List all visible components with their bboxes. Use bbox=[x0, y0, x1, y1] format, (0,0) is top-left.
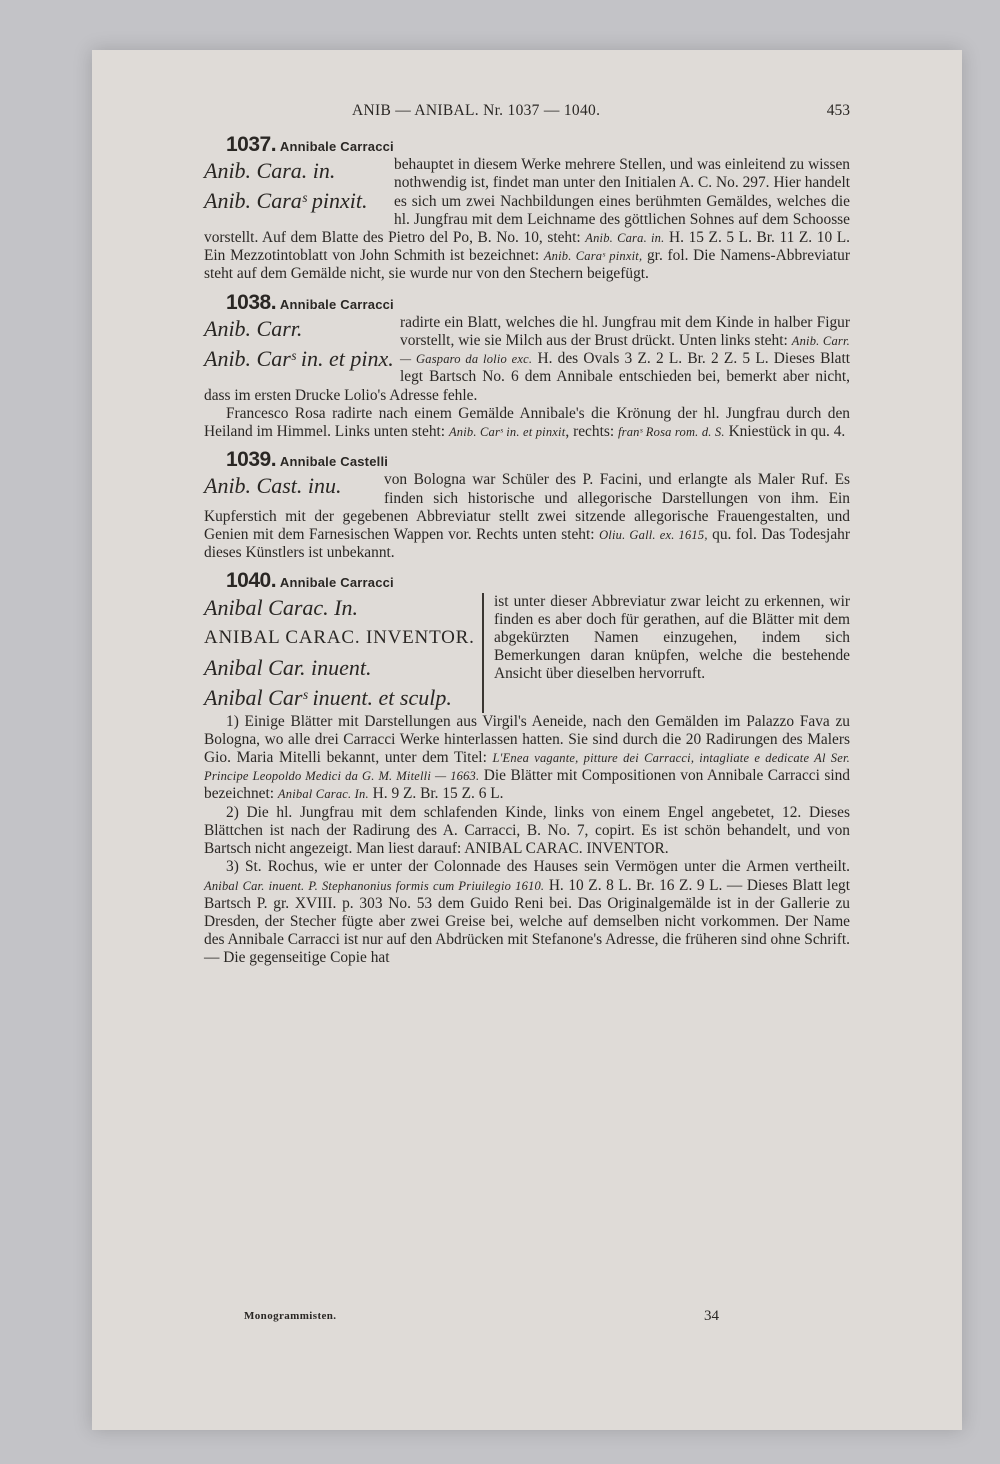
monogram: ANIBAL CARAC. INVENTOR. bbox=[204, 626, 475, 648]
entry-number: 1038. bbox=[226, 290, 277, 314]
entry-1039 bbox=[204, 448, 850, 562]
monogram-list bbox=[204, 593, 484, 713]
inscription: Oliu. Gall. ex. 1615, bbox=[599, 528, 708, 543]
entry-text: von Bologna war Schüler des P. Facini, und erlangte als Maler Ruf. Es finden sich historische und allegorische Darstellungen von ihm. Ein Kupferstich mit der gegebenen Abbreviatur stellt zwei sitzende allegorische Frauengestalten, und Genien mit dem Farnesischen Wappen vor. Rechts unten steht: Oliu. Gall. ex. 1615, qu. fol. Das Todesjahr dieses Künstlers ist unbekannt. bbox=[204, 471, 850, 562]
monogram: Anibal Car. inuent. bbox=[204, 654, 372, 680]
page-footer bbox=[244, 1308, 850, 1328]
monogram: Anib. Carˢ in. et pinx. bbox=[204, 345, 394, 371]
inscription: Anib. Caraˢ pinxit, bbox=[543, 249, 643, 264]
entry-text: ist unter dieser Abbreviatur zwar leicht zu erkennen, wir finden es aber doch für gerathen, auf die Blätter mit dem abgekürzten Namen einzugehen, indem sich Bemerkungen daran knüpfen, welche die bestehende Ansicht über dieselben hervorruft. bbox=[494, 592, 850, 683]
signature-mark: Monogrammisten. bbox=[244, 1310, 337, 1322]
entry-number: 1040. bbox=[226, 569, 277, 593]
entry-text: radirte ein Blatt, welches die hl. Jungfrau mit dem Kinde in halber Figur vorstellt, wie sie Milch aus der Brust drückt. Unten links steht: Anib. Carr. — Gasparo da lolio exc. H. des Ovals 3 Z. 2 L. Br. 2 Z. 5 L. Dieses Blatt legt Bartsch No. 6 dem Annibale entschieden bei, bemerkt aber nicht, dass im ersten Drucke Lolio's Adresse fehle. bbox=[204, 313, 850, 404]
entry-number: 1039. bbox=[226, 448, 277, 472]
inscription: Anibal Car. inuent. P. Stephanonius formis cum Priuilegio 1610. bbox=[204, 878, 545, 893]
entry-1038 bbox=[204, 290, 850, 442]
inscription: Anibal Carac. In. bbox=[277, 787, 369, 802]
monogram: Anibal Carac. In. bbox=[204, 594, 358, 620]
page-number: 453 bbox=[826, 102, 850, 119]
monogram: Anib. Caraˢ pinxit. bbox=[204, 188, 368, 214]
monogram-list bbox=[204, 471, 374, 501]
entry-text: behauptet in diesem Werke mehrere Stellen, und was einleitend zu wissen nothwendig ist, findet man unter den Initialen A. C. No. 297. Hier handelt es sich um zwei Nachbildungen eines berühmten Gemäldes, welches die hl. Jungfrau mit dem Leichname des göttlichen Sohnes auf dem Schoosse vorstellt. Auf dem Blatte des Pietro del Po, B. No. 10, steht: Anib. Cara. in. H. 15 Z. 5 L. Br. 11 Z. 10 L. Ein Mezzotintoblatt von John Schmith ist bezeichnet: Anib. Caraˢ pinxit, gr. fol. Die Namens-Abbreviatur steht auf dem Gemälde nicht, sie wurde nur von den Stechern beigefügt. bbox=[204, 156, 851, 283]
artist-name: Annibale Carracci bbox=[279, 139, 394, 154]
inscription: franˢ Rosa rom. d. S. bbox=[617, 425, 725, 440]
inscription: Anib. Cara. in. bbox=[585, 231, 665, 246]
running-title: ANIB — ANIBAL. Nr. 1037 — 1040. bbox=[352, 102, 601, 119]
inscription: L'Enea vagante, pitture dei Carracci, intagliate e dedicate Al Ser. Principe Leopoldo Medici da G. M. Mitelli — 1663. bbox=[204, 751, 851, 784]
monogram: Anib. Carr. bbox=[204, 315, 303, 341]
monogram: Anib. Cast. inu. bbox=[204, 473, 342, 499]
monogram: Anibal Carˢ inuent. et sculp. bbox=[204, 684, 452, 710]
entry-1037 bbox=[204, 133, 851, 284]
list-item: 3) St. Rochus, wie er unter der Colonnade des Hauses sein Vermögen unter die Armen vertheilt. Anibal Car. inuent. P. Stephanonius formis cum Priuilegio 1610. H. 10 Z. 8 L. Br. 16 Z. 9 L. — Dieses Blatt legt Bartsch P. gr. XVIII. p. 303 No. 53 dem Guido Reni bei. Das Originalgemälde ist in der Gallerie zu Dresden, der Stecher fügte aber zwei Greise bei, welche auf demselben nicht vorkommen. Der Name des Annibale Carracci ist nur auf den Abdrücken mit Stefanone's Adresse, die früheren sind ohne Schrift. — Die gegenseitige Copie hat bbox=[204, 858, 851, 967]
entry-1040 bbox=[204, 569, 851, 967]
inscription: Anib. Carˢ in. et pinxit bbox=[448, 425, 566, 440]
artist-name: Annibale Carracci bbox=[279, 575, 394, 591]
list-item: 2) Die hl. Jungfrau mit dem schlafenden Kinde, links von einem Engel angebetet, 12. Dieses Blättchen ist nach der Radirung des A. Carracci, B. No. 7, copirt. Es ist schön behandelt, und von Bartsch nicht angezeigt. Man liest darauf: ANIBAL CARAC. INVENTOR. bbox=[204, 803, 850, 858]
inscription: Anib. Carr. — Gasparo da lolio exc. bbox=[400, 334, 850, 367]
artist-name: Annibale Carracci bbox=[279, 296, 394, 312]
running-header bbox=[204, 102, 850, 126]
artist-name: Annibale Castelli bbox=[279, 454, 389, 470]
monogram: Anib. Cara. in. bbox=[204, 158, 336, 184]
list-item: 1) Einige Blätter mit Darstellungen aus Virgil's Aeneide, nach den Gemälden im Palazzo Fava zu Bologna, wo alle drei Carracci Werke hinterlassen hatten. Sie sind durch die 20 Radirungen des Malers Gio. Maria Mitelli bekannt, unter dem Titel: L'Enea vagante, pitture dei Carracci, intagliate e dedicate Al Ser. Principe Leopoldo Medici da G. M. Mitelli — 1663. Die Blätter mit Compositionen von Annibale Carracci sind bezeichnet: Anibal Carac. In. H. 9 Z. Br. 15 Z. 6 L. bbox=[204, 712, 851, 803]
sheet-number: 34 bbox=[704, 1308, 719, 1324]
page-text bbox=[204, 102, 850, 968]
entry-number: 1037. bbox=[226, 133, 277, 156]
monogram-list bbox=[204, 314, 394, 374]
monogram-list bbox=[204, 156, 384, 216]
entry-paragraph: Francesco Rosa radirte nach einem Gemälde Annibale's die Krönung der hl. Jungfrau durch den Heiland im Himmel. Links unten steht: Anib. Carˢ in. et pinxit, rechts: franˢ Rosa rom. d. S. Kniestück in qu. 4. bbox=[204, 404, 850, 441]
